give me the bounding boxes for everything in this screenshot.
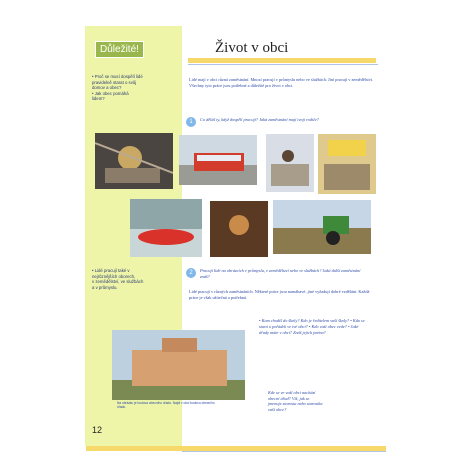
photo-mine-art	[210, 201, 268, 257]
question-2-number: 2	[189, 270, 193, 276]
title-underline-thin	[188, 64, 378, 65]
sidebar-note: • Lidé pracují také v nejrůznějších oborech, v zemědělství, ve službách a v průmyslu.	[92, 268, 144, 290]
question-town-office: Kde se ve vaší obci nachází obecní úřad? Víš, jak se jmenuje starosta nebo starostka vaší obce?	[268, 390, 323, 412]
sidebar-questions: • Proč se musí dospělí lidé pravidelně starat o svůj domov a obec? • Jak obec pomáhá lidem?	[92, 74, 143, 102]
photo-town-hall	[112, 330, 245, 400]
bottom-rule-thin	[182, 451, 386, 452]
photo-rafting-art	[130, 199, 202, 257]
title-underline	[188, 58, 376, 63]
important-label: Důležité!	[95, 41, 144, 58]
photo-industry	[95, 133, 173, 189]
photo-office-art	[266, 134, 314, 192]
photo-office	[266, 134, 314, 192]
photo-bus-art	[179, 135, 257, 185]
question-1-text: Co děláš ty, když dospělí pracují? Jaká zaměstnání mají tvoji rodiče?	[200, 117, 320, 122]
photo-town-hall-art	[112, 330, 245, 400]
photo-post-office-art	[318, 134, 376, 194]
photo-bus	[179, 135, 257, 185]
photo-mine	[210, 201, 268, 257]
questions-list: • Kam chodíš do školy? Kdo je ředitelem vaší školy? • Kdo se stará o pořádek ve tvé obci? • Kdo vaši obec vede? • Jaké úřady máte v obci? Znáš jejich jména?	[259, 318, 365, 335]
photo-tractor	[273, 200, 371, 254]
photo-post-office	[318, 134, 376, 194]
page-number: 12	[92, 425, 103, 435]
photo-rafting	[130, 199, 202, 257]
question-2-text: Pracují lidé na obrázcích v průmyslu, v zemědělství nebo ve službách? Jaká další zaměstnání znáš?	[200, 268, 361, 279]
page-title: Život v obci	[215, 40, 289, 56]
intro-text: Lidé mají v obci různá zaměstnání. Mnozí pracují v průmyslu nebo ve službách. Jiní pracují v zemědělství. Všechny tyto práce jsou potřebné a důležité pro život v obci.	[189, 77, 374, 88]
photo-caption: Na obrázku je budova obecního úřadu. Najdi v obci budovu obecního úřadu.	[117, 401, 215, 409]
body-paragraph: Lidé pracují v různých zaměstnáních. Některé práce jsou namáhavé, jiné vyžadují dobré vzdělání. Každá práce je však užitečná a potřebná.	[189, 289, 370, 300]
photo-tractor-art	[273, 200, 371, 254]
question-1-number: 1	[189, 119, 193, 125]
photo-industry-art	[95, 133, 173, 189]
